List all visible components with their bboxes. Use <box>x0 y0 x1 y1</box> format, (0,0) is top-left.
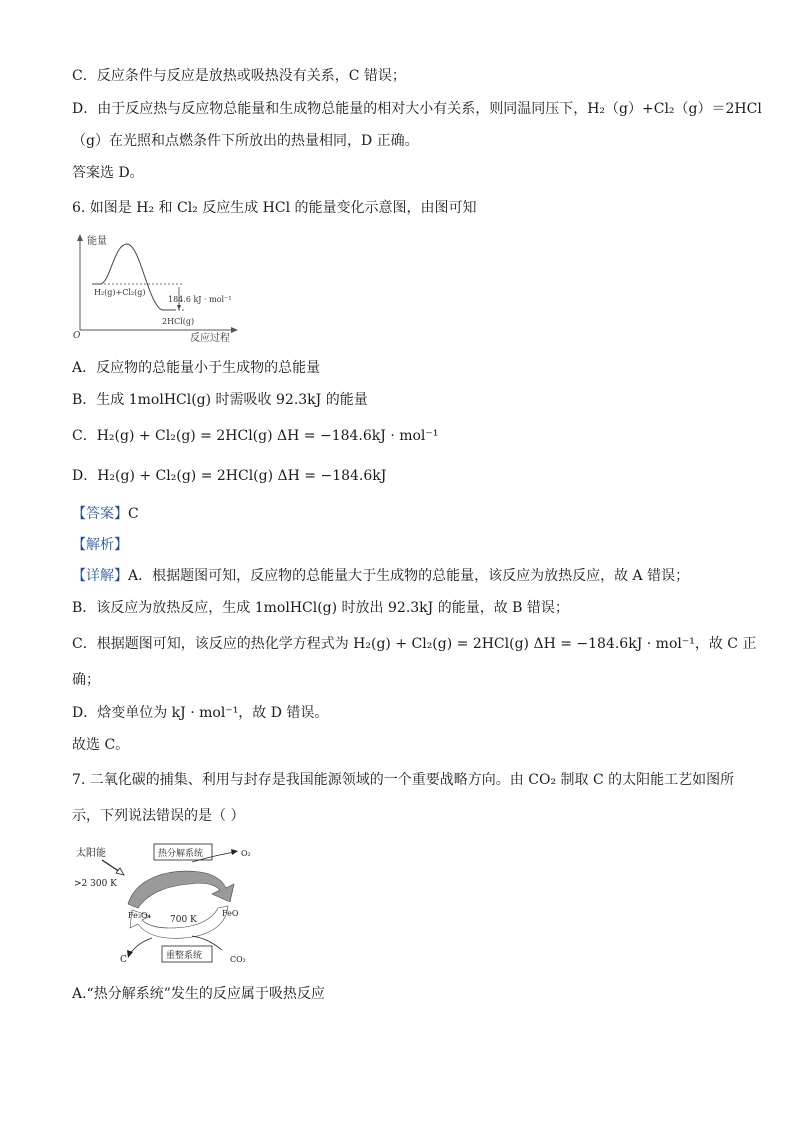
solar-process-diagram <box>72 838 272 970</box>
question-7-line-2: 示，下列说法错误的是（ ） <box>72 808 245 824</box>
energy-delta-label: 184.6 kJ · mol⁻¹ <box>168 295 232 304</box>
text-line: C．反应条件与反应是放热或吸热没有关系，C 错误； <box>72 68 406 84</box>
option-6a: A．反应物的总能量小于生成物的总能量 <box>72 360 321 376</box>
solar-fe3o4-label: Fe₃O₄ <box>128 911 151 920</box>
detail-line-2: B．该反应为放热反应，生成 1molHCl(g) 时放出 92.3kJ 的能量，故 B 错误； <box>72 600 569 616</box>
option-6b: B．生成 1molHCl(g) 时需吸收 92.3kJ 的能量 <box>72 392 368 408</box>
answer-value: C <box>128 506 139 522</box>
question-6: 6. 如图是 H₂ 和 Cl₂ 反应生成 HCl 的能量变化示意图，由图可知 <box>72 200 477 216</box>
energy-y-label: 能量 <box>87 236 107 247</box>
text-line: （g）在光照和点燃条件下所放出的热量相同，D 正确。 <box>72 133 419 149</box>
energy-origin: O <box>73 331 81 341</box>
solar-high-temp: >2 300 K <box>74 879 117 889</box>
thermal-decomposition-label: 热分解系统 <box>158 849 204 859</box>
energy-reactants-label: H₂(g)+Cl₂(g) <box>94 288 146 297</box>
solar-sun-label: 太阳能 <box>76 848 106 859</box>
energy-diagram <box>72 232 242 344</box>
energy-x-label: 反应过程 <box>190 333 230 344</box>
solar-c-label: C <box>120 955 127 965</box>
solar-o2-label: O₂ <box>241 849 251 858</box>
detail-line-4: D．焓变单位为 kJ · mol⁻¹，故 D 错误。 <box>72 705 329 721</box>
answer-line <box>72 504 139 524</box>
solar-feo-label: FeO <box>222 909 239 918</box>
answer-tag: 【答案】 <box>72 506 128 522</box>
detail-tag: 【详解】 <box>72 568 128 584</box>
option-7a: A.“热分解系统”发生的反应属于吸热反应 <box>72 986 325 1002</box>
detail-line-3b: 确； <box>72 672 100 688</box>
detail-line-5: 故选 C。 <box>72 737 130 753</box>
detail-text: A．根据题图可知，反应物的总能量大于生成物的总能量，该反应为放热反应，故 A 错误； <box>128 568 690 584</box>
detail-line-3: C．根据题图可知，该反应的热化学方程式为 H₂(g) + Cl₂(g) = 2HCl(g) ΔH = −184.6kJ · mol⁻¹，故 C 正 <box>72 636 757 652</box>
option-6c: C．H₂(g) + Cl₂(g) = 2HCl(g) ΔH = −184.6kJ · mol⁻¹ <box>72 428 439 444</box>
energy-product-label: 2HCl(g) <box>162 317 195 326</box>
text-line: 答案选 D。 <box>72 165 144 181</box>
analysis-tag: 【解析】 <box>72 537 128 553</box>
detail-line-1 <box>72 566 689 586</box>
option-6d: D．H₂(g) + Cl₂(g) = 2HCl(g) ΔH = −184.6kJ <box>72 468 387 484</box>
text-line: D．由于反应热与反应物总能量和生成物总能量的相对大小有关系，则同温同压下，H₂（g）+Cl₂（g）＝2HCl <box>72 101 762 117</box>
solar-co2-label: CO₂ <box>230 955 246 964</box>
reforming-label: 重整系统 <box>166 951 203 961</box>
question-7-line-1: 7. 二氧化碳的捕集、利用与封存是我国能源领域的一个重要战略方向。由 CO₂ 制取 C 的太阳能工艺如图所 <box>72 772 735 788</box>
solar-low-temp: 700 K <box>170 915 197 925</box>
